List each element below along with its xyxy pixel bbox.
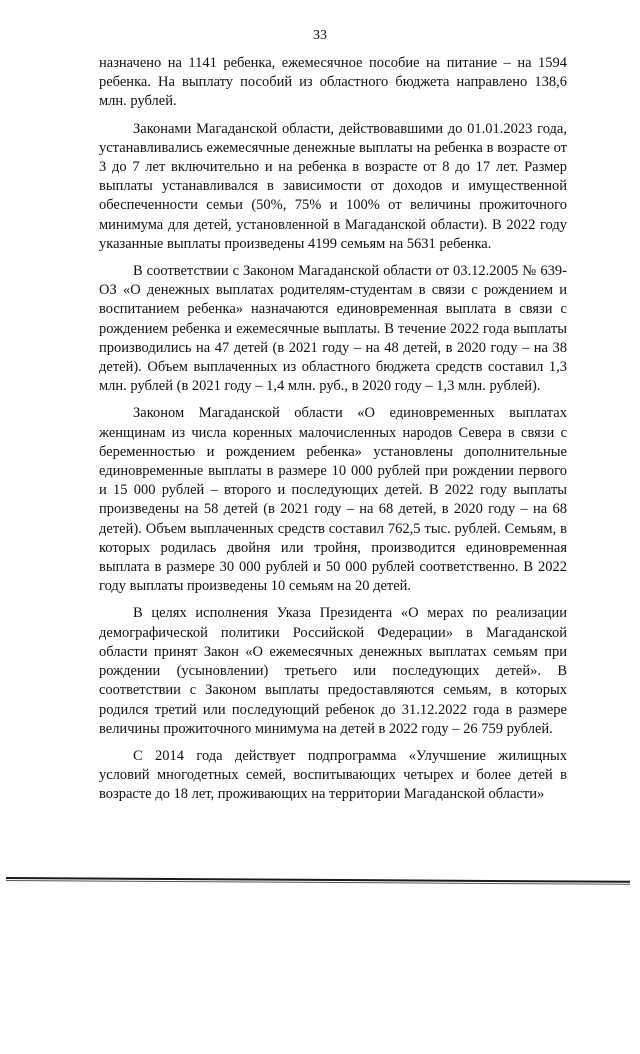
paragraph-student-parents-law: В соответствии с Законом Магаданской области от 03.12.2005 № 639-ОЗ «О денежных выплатах родителям-студентам в связи с рождением и воспитанием ребенка» назначаются единовременная выплата в связи с рождением ребенка и ежемесячные выплаты. В течение 2022 года выплаты производились на 47 детей (в 2021 году – на 48 детей, в 2020 году – на 38 детей). Объем выплаченных из областного бюджета средств составил 1,3 млн. рублей (в 2021 году – 1,4 млн. руб., в 2020 году – 1,3 млн. рублей). <box>99 263 567 395</box>
paragraph-third-child-law: В целях исполнения Указа Президента «О мерах по реализации демографической политики Российской Федерации» в Магаданской области принят Закон «О ежемесячных денежных выплатах семьям при рождении (усыновлении) третьего или последующих детей». В соответствии с Законом выплаты предоставляются семьям, в которых родился третий или последующий ребенок до 31.12.2022 года в размере величины прожиточного минимума на детей в 2022 году – 26 759 рублей. <box>99 605 567 737</box>
document-body <box>99 54 567 813</box>
paragraph-indigenous-women-law: Законом Магаданской области «О единовременных выплатах женщинам из числа коренных малочисленных народов Севера в связи с беременностью и рождением ребенка» установлены дополнительные единовременные выплаты в размере 10 000 рублей при рождении первого и 15 000 рублей – второго и последующих детей. В 2022 году выплаты произведены на 58 детей (в 2021 году – на 68 детей, в 2020 году – на 68 детей). Объем выплаченных средств составил 762,5 тыс. рублей. Семьям, в которых родилась двойня или тройня, производится единовременная выплата в размере 30 000 рублей и 50 000 рублей соответственно. В 2022 году выплаты произведены 10 семьям на 20 детей. <box>99 405 567 595</box>
paragraph-monthly-payments-laws: Законами Магаданской области, действовавшими до 01.01.2023 года, устанавливались ежемесячные денежные выплаты на ребенка в возрасте от 3 до 7 лет включительно и на ребенка в возрасте от 8 до 17 лет. Размер выплаты устанавливался в зависимости от доходов и имущественной обеспеченности семьи (50%, 75% и 100% от величины прожиточного минимума для детей, установленной в Магаданской области). В 2022 году указанные выплаты произведены 4199 семьям на 5631 ребенка. <box>99 120 567 252</box>
paragraph-housing-subprogram: С 2014 года действует подпрограмма «Улучшение жилищных условий многодетных семей, воспитывающих четырех и более детей в возрасте до 18 лет, проживающих на территории Магаданской области» <box>99 747 567 803</box>
page-number: 33 <box>313 28 327 43</box>
paragraph-continuation: назначено на 1141 ребенка, ежемесячное пособие на питание – на 1594 ребенка. На выплату пособий из областного бюджета направлено 138,6 млн. рублей. <box>99 55 567 110</box>
